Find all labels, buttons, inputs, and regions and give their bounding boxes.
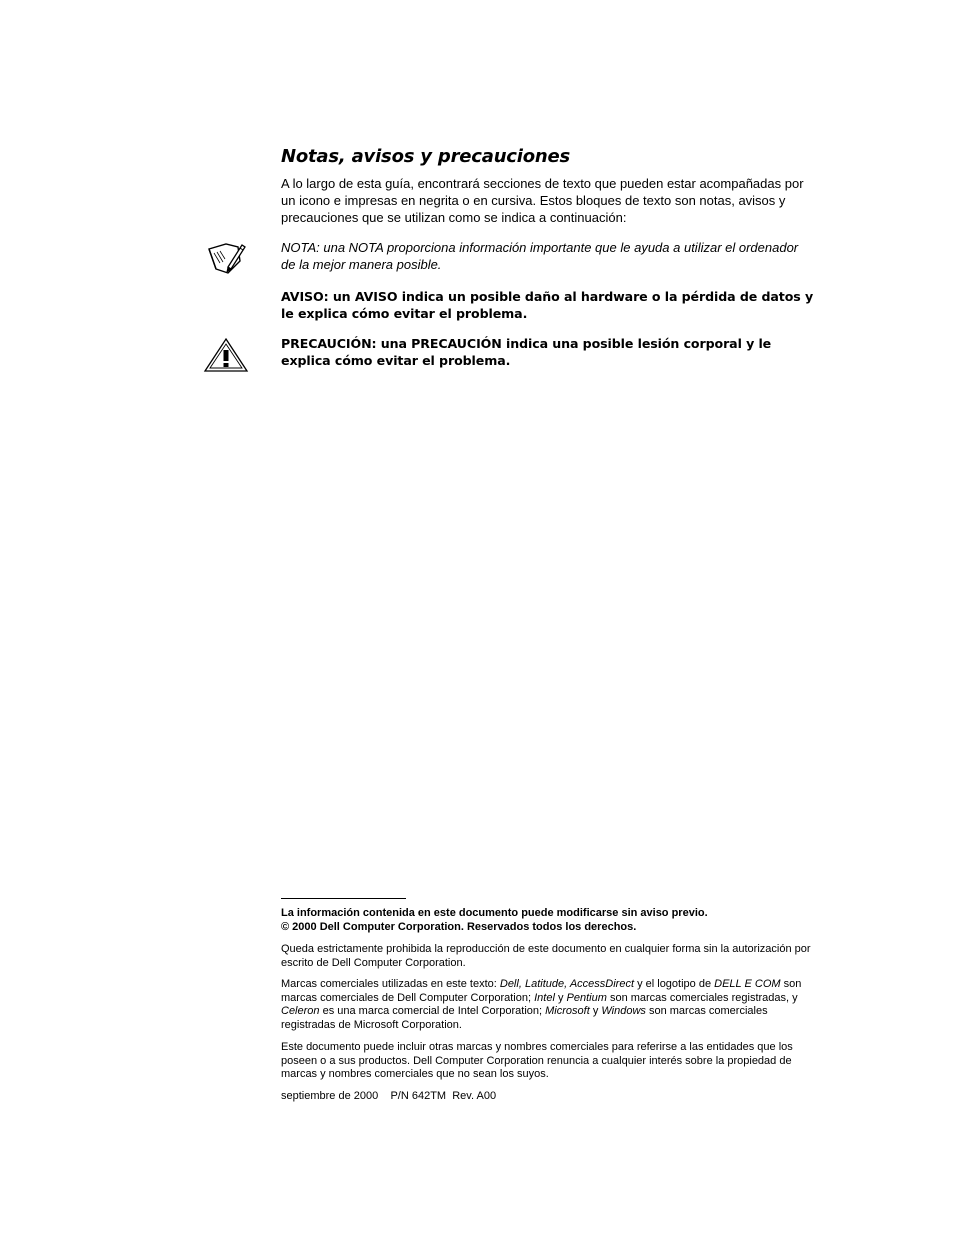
trademark-text: son marcas comerciales de Dell Computer Corporation; xyxy=(281,978,802,1004)
publication-date: septiembre de 2000 xyxy=(281,1090,379,1102)
caution-text: PRECAUCIÓN: una PRECAUCIÓN indica una posible lesión corporal y le explica cómo evitar el problema. xyxy=(281,336,772,368)
copyright-line: © 2000 Dell Computer Corporation. Reservados todos los derechos. xyxy=(281,920,637,933)
trademark-text: son marcas comerciales registradas, y xyxy=(606,991,798,1004)
trademarks-notice xyxy=(281,978,821,1032)
trademark-dell-e-com: DELL E COM xyxy=(714,978,781,990)
trademark-accessdirect: AccessDirect xyxy=(569,978,635,990)
trademark-pentium: Pentium xyxy=(566,991,607,1004)
note-text: NOTA: una NOTA proporciona información importante que le ayuda a utilizar el ordenador de la mejor manera posible. xyxy=(281,240,799,272)
trademark-separator: , xyxy=(518,978,525,990)
trademark-text: Marcas comerciales utilizadas en este texto: xyxy=(281,978,500,990)
trademark-windows: Windows xyxy=(601,1005,646,1017)
notice-text: AVISO: un AVISO indica un posible daño al hardware o la pérdida de datos y le explica cómo evitar el problema. xyxy=(281,289,814,321)
trademark-latitude: Latitude xyxy=(524,978,565,990)
disclaimer xyxy=(281,907,821,934)
publication-info xyxy=(281,1090,821,1104)
other-marks-notice: Este documento puede incluir otras marcas y nombres comerciales para referirse a las entidades que los poseen o a sus productos. Dell Computer Corporation renuncia a cualquier interés sobre la propiedad de marcas y nombres comerciales que no sean los suyos. xyxy=(281,1041,793,1080)
reproduction-notice: Queda estrictamente prohibida la reproducción de este documento en cualquier forma sin la autorización por escrito de Dell Computer Corporation. xyxy=(281,943,811,969)
trademark-text: es una marca comercial de Intel Corporation; xyxy=(319,1005,546,1017)
trademark-intel: Intel xyxy=(534,991,555,1004)
caution-triangle-icon xyxy=(203,337,249,373)
disclaimer-line-1: La información contenida en este documento puede modificarse sin aviso previo. xyxy=(281,907,708,919)
trademark-celeron: Celeron xyxy=(281,1005,320,1017)
trademark-text: y el logotipo de xyxy=(634,978,715,990)
trademark-text: y xyxy=(589,1005,602,1017)
trademark-text: y xyxy=(554,991,567,1004)
section-title: Notas, avisos y precauciones xyxy=(281,146,571,167)
trademark-text: son marcas comerciales registradas de Microsoft Corporation. xyxy=(281,1005,768,1031)
note-pencil-icon xyxy=(206,239,246,277)
trademark-separator: , xyxy=(564,978,570,990)
footnote-divider xyxy=(281,898,406,899)
revision: Rev. A00 xyxy=(452,1090,497,1102)
trademark-microsoft: Microsoft xyxy=(545,1005,590,1017)
part-number: P/N 642TM xyxy=(390,1090,447,1102)
intro-paragraph: A lo largo de esta guía, encontrará secciones de texto que pueden estar acompañadas por un icono e impresas en negrita o en cursiva. Estos bloques de texto son notas, avisos y precauciones que se utilizan como se indica a continuación: xyxy=(281,176,804,225)
trademark-dell: Dell xyxy=(499,978,519,990)
